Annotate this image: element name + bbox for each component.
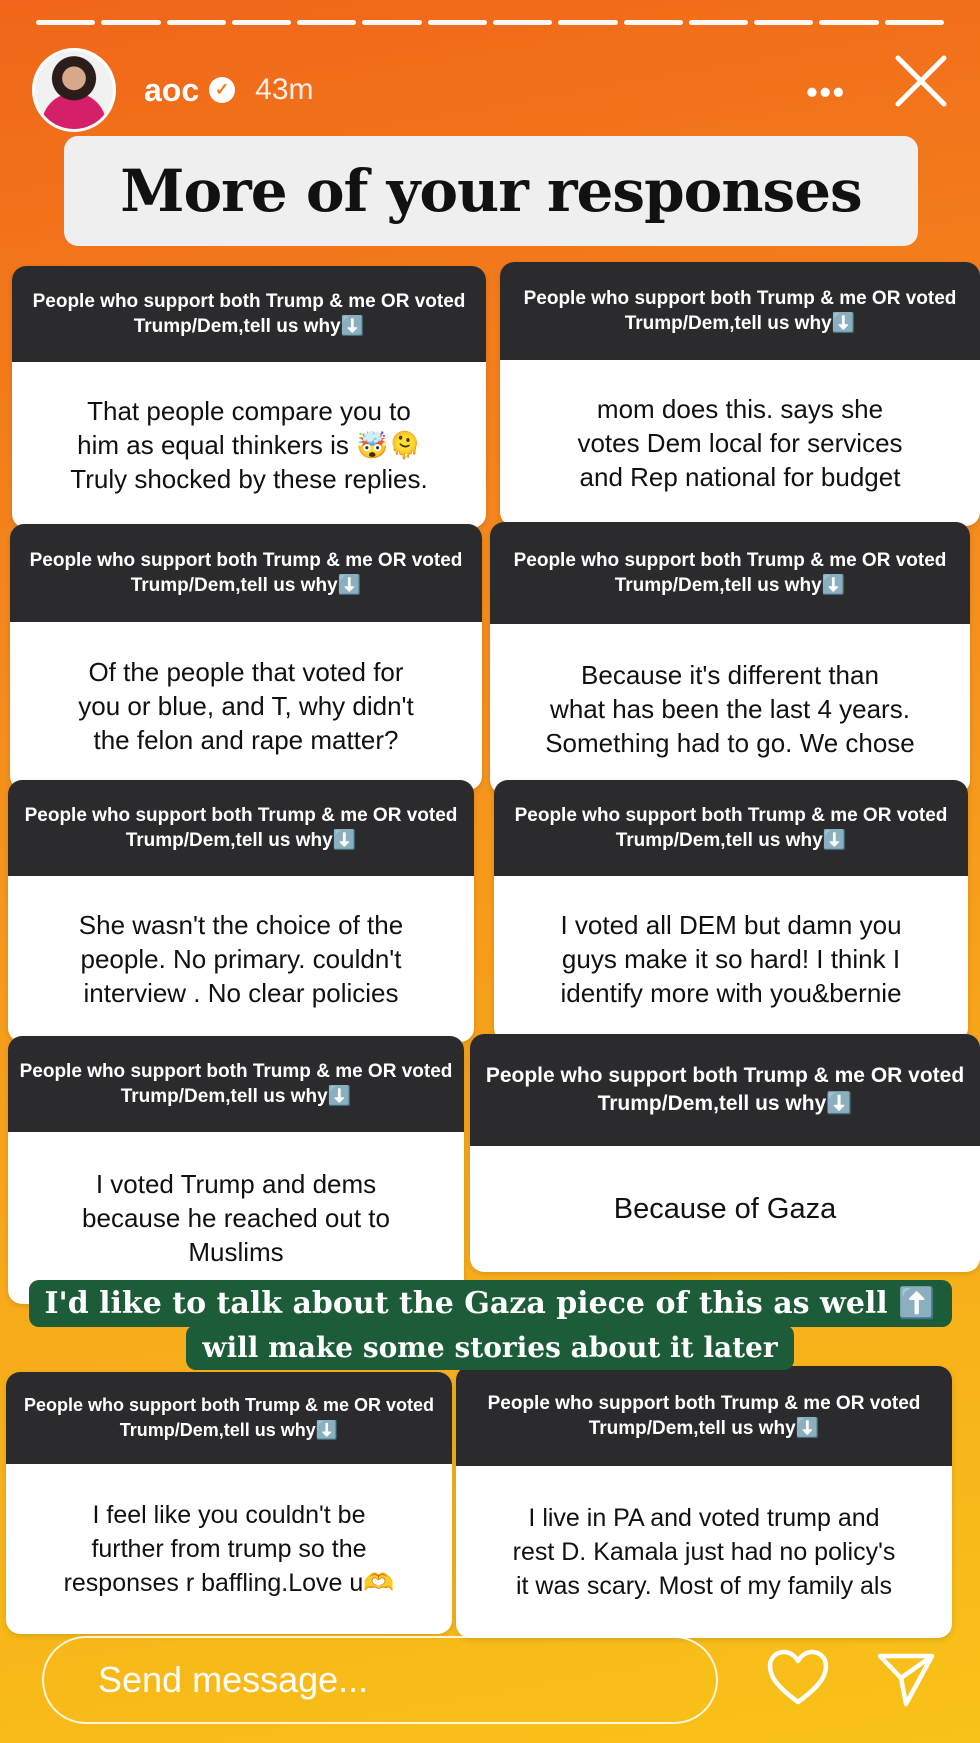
response-text: She wasn't the choice of the people. No primary. couldn't interview . No clear policies bbox=[78, 910, 404, 1008]
response-card bbox=[456, 1366, 952, 1638]
progress-segment bbox=[36, 20, 95, 25]
verified-badge-icon: ✓ bbox=[209, 77, 235, 103]
caption-line-2: will make some stories about it later bbox=[186, 1325, 793, 1370]
response-card bbox=[8, 1036, 464, 1304]
response-card bbox=[494, 780, 968, 1042]
progress-segment bbox=[819, 20, 878, 25]
question-banner: People who support both Trump & me OR voted Trump/Dem,tell us why⬇️ bbox=[12, 266, 486, 362]
response-card bbox=[10, 524, 482, 790]
response-card bbox=[470, 1034, 980, 1272]
progress-segment bbox=[167, 20, 226, 25]
heart-icon[interactable] bbox=[766, 1648, 830, 1708]
response-card bbox=[12, 266, 486, 528]
question-banner: People who support both Trump & me OR voted Trump/Dem,tell us why⬇️ bbox=[6, 1372, 452, 1464]
question-banner: People who support both Trump & me OR voted Trump/Dem,tell us why⬇️ bbox=[494, 780, 968, 876]
response-card bbox=[500, 262, 980, 526]
response-card bbox=[8, 780, 474, 1042]
response-text: I voted Trump and dems because he reached out to Muslims bbox=[82, 1169, 390, 1267]
caption-line-1: I'd like to talk about the Gaza piece of this as well ⬆️ bbox=[29, 1280, 952, 1327]
question-banner: People who support both Trump & me OR voted Trump/Dem,tell us why⬇️ bbox=[500, 262, 980, 360]
story-progress-bar bbox=[36, 20, 944, 25]
progress-segment bbox=[428, 20, 487, 25]
progress-segment bbox=[885, 20, 944, 25]
response-card bbox=[6, 1372, 452, 1634]
question-banner: People who support both Trump & me OR voted Trump/Dem,tell us why⬇️ bbox=[456, 1366, 952, 1466]
question-banner: People who support both Trump & me OR voted Trump/Dem,tell us why⬇️ bbox=[8, 1036, 464, 1132]
reply-bar bbox=[0, 1622, 980, 1732]
post-time: 43m bbox=[255, 73, 314, 106]
response-text: I voted all DEM but damn you guys make it so hard! I think I identify more with you&bernie bbox=[560, 910, 902, 1008]
close-icon[interactable] bbox=[892, 52, 950, 110]
story-title: More of your responses bbox=[120, 157, 862, 225]
response-text: mom does this. says she votes Dem local for services and Rep national for budget bbox=[577, 394, 903, 492]
username[interactable]: aoc bbox=[144, 71, 200, 108]
progress-segment bbox=[493, 20, 552, 25]
response-text: I live in PA and voted trump and rest D. Kamala just had no policy's it was scary. Most of my family als bbox=[512, 1504, 896, 1600]
progress-segment bbox=[754, 20, 813, 25]
progress-segment bbox=[101, 20, 160, 25]
response-text: That people compare you to him as equal thinkers is 🤯🫠 Truly shocked by these replies. bbox=[70, 396, 428, 494]
send-icon[interactable] bbox=[876, 1648, 936, 1708]
response-text: I feel like you couldn't be further from trump so the responses r baffling.Love u🫶 bbox=[63, 1501, 395, 1597]
story-header bbox=[32, 46, 950, 134]
progress-segment bbox=[362, 20, 421, 25]
response-text: Because of Gaza bbox=[613, 1193, 837, 1225]
progress-segment bbox=[232, 20, 291, 25]
response-text: Because it's different than what has been the last 4 years. Something had to go. We chose bbox=[545, 660, 915, 758]
response-card bbox=[490, 522, 970, 794]
progress-segment bbox=[689, 20, 748, 25]
question-banner: People who support both Trump & me OR voted Trump/Dem,tell us why⬇️ bbox=[470, 1034, 980, 1146]
story-caption bbox=[0, 1280, 980, 1370]
progress-segment bbox=[297, 20, 356, 25]
progress-segment bbox=[624, 20, 683, 25]
send-message-input[interactable]: Send message... bbox=[42, 1636, 718, 1724]
question-banner: People who support both Trump & me OR voted Trump/Dem,tell us why⬇️ bbox=[490, 522, 970, 624]
avatar[interactable] bbox=[32, 48, 116, 132]
response-text: Of the people that voted for you or blue, and T, why didn't the felon and rape matter? bbox=[78, 657, 414, 755]
question-banner: People who support both Trump & me OR voted Trump/Dem,tell us why⬇️ bbox=[8, 780, 474, 876]
progress-segment bbox=[558, 20, 617, 25]
question-banner: People who support both Trump & me OR voted Trump/Dem,tell us why⬇️ bbox=[10, 524, 482, 622]
story-title-box bbox=[64, 136, 918, 246]
more-options-icon[interactable]: ••• bbox=[806, 74, 846, 110]
